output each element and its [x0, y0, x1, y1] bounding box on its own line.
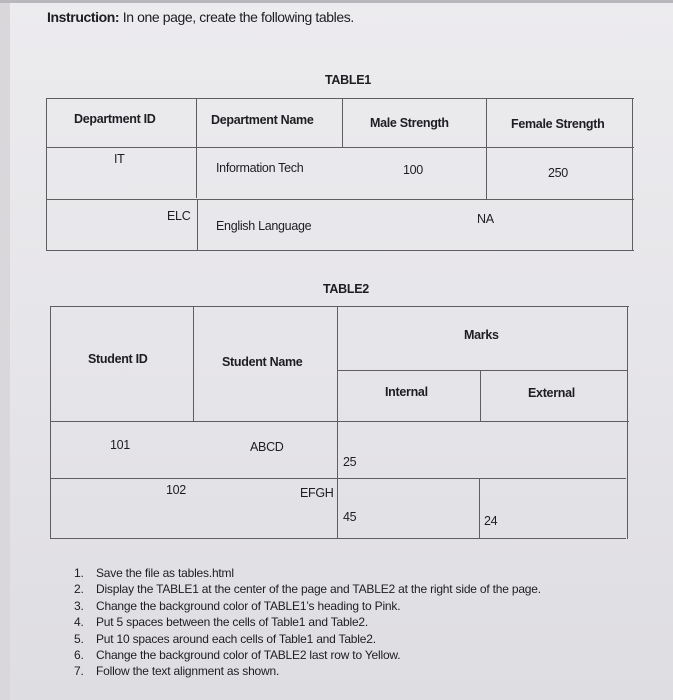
table2-cell-abcd: ABCD	[250, 440, 284, 454]
list-item: 3. Change the background color of TABLE1’s heading to Pink.	[74, 598, 401, 613]
table2-header-external: External	[528, 386, 575, 400]
table1-cell-250: 250	[548, 166, 568, 180]
table1-cell-english-language: English Language	[216, 219, 312, 233]
table2-cell-efgh: EFGH	[300, 486, 334, 500]
list-item: 4. Put 5 spaces between the cells of Table1 and Table2.	[74, 615, 369, 630]
table2-cell-24: 24	[484, 514, 498, 528]
instruction-line	[47, 9, 354, 25]
instruction-label: Instruction:	[47, 9, 120, 25]
table2-header-student-id: Student ID	[88, 352, 148, 366]
table1-caption: TABLE1	[325, 73, 371, 87]
list-item: 7. Follow the text alignment as shown.	[74, 664, 280, 679]
list-item: 1. Save the file as tables.html	[74, 566, 234, 580]
table1-cell-100: 100	[403, 163, 423, 177]
list-item: 6. Change the background color of TABLE2 last row to Yellow.	[74, 648, 401, 663]
table2-cell-25: 25	[343, 455, 357, 469]
table2-cell-102: 102	[166, 483, 186, 497]
table2-cell-101: 101	[110, 438, 130, 452]
steps-list	[74, 565, 541, 680]
list-item: 5. Put 10 spaces around each cells of Table1 and Table2.	[74, 631, 376, 646]
table1-header-department-id: Department ID	[74, 112, 156, 126]
table2-cell-45: 45	[343, 510, 357, 524]
table1-cell-it: IT	[114, 152, 125, 166]
instruction-text: In one page, create the following tables.	[122, 9, 354, 25]
table1-cell-elc: ELC	[167, 209, 191, 223]
table2-header-marks: Marks	[464, 328, 499, 342]
table1-cell-information-tech: Information Tech	[216, 161, 304, 175]
table1-cell-na: NA	[477, 212, 494, 226]
table2-header-internal: Internal	[385, 385, 428, 399]
page-top-edge	[0, 0, 673, 3]
table1-header-male-strength: Male Strength	[370, 116, 449, 130]
list-item: 2. Display the TABLE1 at the center of the page and TABLE2 at the right side of the page.	[74, 582, 541, 597]
table2-header-student-name: Student Name	[222, 355, 303, 369]
table1-header-department-name: Department Name	[211, 113, 314, 127]
table2-caption: TABLE2	[323, 282, 369, 296]
table1-header-female-strength: Female Strength	[511, 117, 605, 131]
